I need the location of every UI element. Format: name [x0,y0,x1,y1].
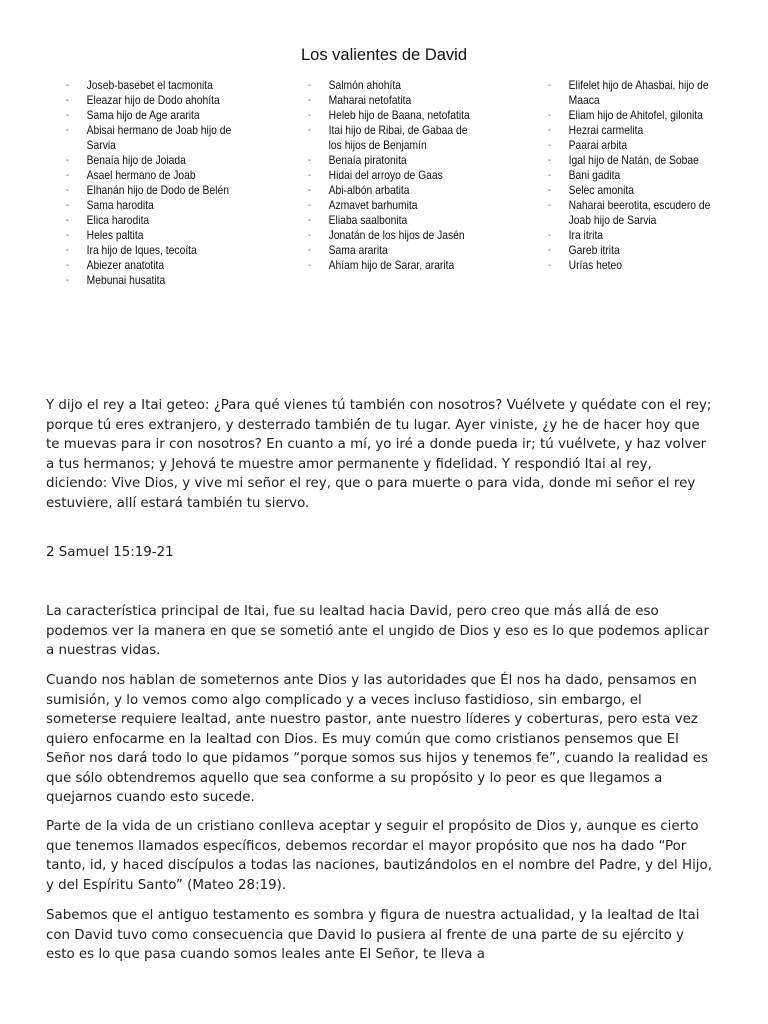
bullet-marker: - [66,185,69,196]
bullet-marker: - [66,125,69,136]
paragraph-1: La característica principal de Itai, fue su lealtad hacia David, pero creo que más allá de eso podemos ver la manera en que se sometió ante el ungido de Dios y eso es lo que podemos aplicar a nuestras vidas. [46,603,710,658]
bullet-marker: - [548,80,551,91]
list-item [308,258,480,273]
list-item-label: Selec amonita [568,183,635,197]
mighty-men-columns [0,78,768,328]
bullet-marker: - [308,215,311,226]
list-item [308,213,480,228]
list-item-label: Igal hijo de Natán, de Sobae [568,153,699,167]
list-item-label: Eliaba saalbonita [328,213,408,227]
list-item [66,213,238,228]
list-item-label: Ira hijo de Iques, tecoíta [86,243,197,257]
list-item-label: Elifelet hijo de Ahasbai, hijo de Maaca [568,78,709,107]
bullet-marker: - [308,95,311,106]
list-item [548,258,720,273]
list-item [66,183,238,198]
list-item [308,183,480,198]
list-item [548,198,720,228]
bullet-marker: - [308,260,311,271]
bullet-marker: - [66,275,69,286]
list-item [66,168,238,183]
bullet-marker: - [66,110,69,121]
list-item-label: Urías heteo [568,258,623,272]
list-item-label: Elhanán hijo de Dodo de Belén [86,183,229,197]
bullet-marker: - [66,215,69,226]
list-item [66,153,238,168]
document-title: Los valientes de David [300,46,467,64]
bible-verse-quote: Y dijo el rey a Itai geteo: ¿Para qué vienes tú también con nosotros? Vuélvete y quédate con el rey; porque tú eres extranjero, y desterrado también de tu lugar. Ayer viniste, ¿y he de hacer hoy que te muevas para ir con nosotros? En cuanto a mí, yo iré a donde pueda ir; tú vuélvete, y haz volver a tus hermanos; y Jehová te muestre amor permanente y fidelidad. Y respondió Itai al rey, diciendo: Vive Dios, y vive mi señor el rey, que o para muerte o para vida, donde mi señor el rey estuviere, allí estará también tu siervo. [46,397,712,511]
bullet-marker: - [548,200,551,211]
list-item [308,168,480,183]
paragraph-3: Parte de la vida de un cristiano conlleva aceptar y seguir el propósito de Dios y, aunque es cierto que tenemos llamados específicos, debemos recordar el mayor propósito que nos ha dado “Por tanto, id, y haced discípulos a todas las naciones, bautizándolos en el nombre del Padre, y del Hijo, y del Espíritu Santo” (Mateo 28:19). [46,818,712,893]
list-item-label: Benaía hijo de Joiada [86,153,186,167]
list-item [66,243,238,258]
list-item [308,228,480,243]
bullet-marker: - [66,230,69,241]
list-item [548,153,720,168]
list-item [548,78,720,108]
list-item [66,78,238,93]
bullet-marker: - [66,245,69,256]
list-item-label: Naharai beerotita, escudero de Joab hijo de Sarvia [568,198,711,227]
bullet-marker: - [66,260,69,271]
bullet-marker: - [66,80,69,91]
bullet-marker: - [548,170,551,181]
list-item-label: Asael hermano de Joab [86,168,196,182]
bullet-marker: - [308,200,311,211]
list-item-label: Itai hijo de Ribai, de Gabaa de los hijos de Benjamín [328,123,468,152]
list-item-label: Salmón ahohíta [328,78,401,92]
bullet-marker: - [66,95,69,106]
bullet-marker: - [548,110,551,121]
list-item [308,198,480,213]
list-item [66,93,238,108]
bullet-marker: - [548,155,551,166]
list-item [66,258,238,273]
verse-reference: 2 Samuel 15:19-21 [46,544,174,560]
list-item-label: Benaía piratonita [328,153,407,167]
list-item-label: Jonatán de los hijos de Jasén [328,228,465,242]
list-item-label: Eliam hijo de Ahitofel, gilonita [568,108,703,122]
list-item-label: Heles paltita [86,228,144,242]
list-item [548,108,720,123]
list-item [66,123,238,153]
list-item [548,168,720,183]
list-item-label: Bani gadita [568,168,621,182]
list-item-label: Elica harodita [86,213,150,227]
list-item-label: Sama harodita [86,198,154,212]
bullet-marker: - [66,170,69,181]
list-item [308,78,480,93]
bullet-marker: - [548,140,551,151]
bullet-marker: - [548,185,551,196]
bullet-marker: - [308,110,311,121]
list-item [548,138,720,153]
list-item-label: Eleazar hijo de Dodo ahohíta [86,93,220,107]
bullet-marker: - [548,260,551,271]
list-item-label: Joseb-basebet el tacmonita [86,78,213,92]
list-item-label: Abiezer anatotita [86,258,165,272]
paragraph-4: Sabemos que el antiguo testamento es sombra y figura de nuestra actualidad, y la lealtad de Itai con David tuvo como consecuencia que David lo pusiera al frente de una parte de su ejército y esto es lo que pasa cuando somos leales ante El Señor, te lleva a [46,907,700,962]
list-item [548,228,720,243]
mighty-men-list-column-1 [66,78,266,288]
bullet-marker: - [308,170,311,181]
list-item [66,273,238,288]
list-item [66,108,238,123]
bullet-marker: - [308,80,311,91]
bullet-marker: - [548,245,551,256]
list-item [66,198,238,213]
list-item-label: Paarai arbita [568,138,628,152]
list-item-label: Maharai netofatita [328,93,412,107]
bullet-marker: - [308,185,311,196]
list-item-label: Abi-albón arbatita [328,183,410,197]
list-item-label: Gareb itrita [568,243,620,257]
list-item-label: Sama hijo de Age ararita [86,108,200,122]
list-item [308,93,480,108]
list-item-label: Heleb hijo de Baana, netofatita [328,108,470,122]
bullet-marker: - [548,125,551,136]
list-item-label: Azmavet barhumita [328,198,418,212]
list-item-label: Ahíam hijo de Sarar, ararita [328,258,455,272]
list-item-label: Sama ararita [328,243,388,257]
list-item-label: Abisai hermano de Joab hijo de Sarvia [86,123,232,152]
mighty-men-list-column-2 [308,78,508,273]
list-item [308,243,480,258]
bullet-marker: - [308,155,311,166]
paragraph-2: Cuando nos hablan de someternos ante Dios y las autoridades que Él nos ha dado, pensamos en sumisión, y lo vemos como algo complicado y a veces incluso fastidioso, sin embargo, el someterse requiere lealtad, ante nuestro pastor, ante nuestro líderes y coberturas, pero esta vez quiero enfocarme en la lealtad con Dios. Es muy común que como cristianos pensemos que El Señor nos dará todo lo que pidamos “porque somos sus hijos y tenemos fe”, cuando la realidad es que sólo obtendremos aquello que sea conforme a su propósito y lo peor es que llegamos a quejarnos cuando esto sucede. [46,672,708,805]
list-item [66,228,238,243]
mighty-men-list-column-3 [548,78,748,273]
list-item-label: Hezrai carmelita [568,123,644,137]
list-item-label: Hidai del arroyo de Gaas [328,168,443,182]
list-item [308,153,480,168]
list-item [308,123,480,153]
bullet-marker: - [66,200,69,211]
bullet-marker: - [66,155,69,166]
list-item [308,108,480,123]
bullet-marker: - [308,230,311,241]
list-item [548,123,720,138]
list-item-label: Mebunai husatita [86,273,166,287]
list-item-label: Ira itrita [568,228,604,242]
list-item [548,243,720,258]
bullet-marker: - [548,230,551,241]
bullet-marker: - [308,245,311,256]
list-item [548,183,720,198]
bullet-marker: - [308,125,311,136]
